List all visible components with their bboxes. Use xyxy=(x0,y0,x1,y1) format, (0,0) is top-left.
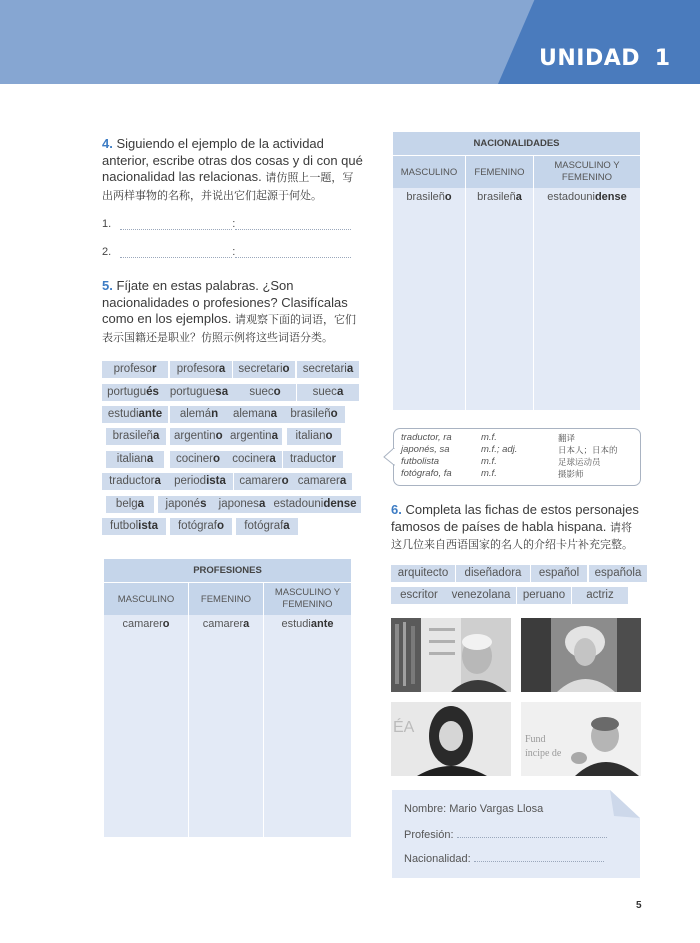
word-chip[interactable]: portuguesa xyxy=(164,384,234,401)
word-chip[interactable]: actriz xyxy=(572,587,628,604)
word-chip[interactable]: italiano xyxy=(287,428,341,445)
word-chip[interactable]: cocinero xyxy=(170,451,226,468)
word-chip[interactable]: argentina xyxy=(226,428,282,445)
column-header: MASCULINO Y FEMENINO xyxy=(534,156,640,188)
word-chip[interactable]: profesora xyxy=(170,361,232,378)
profesiones-table-title: PROFESIONES xyxy=(104,559,351,582)
glossary-word: fotógrafo, fa xyxy=(401,468,452,479)
photo-actress xyxy=(391,702,511,776)
word-chip[interactable]: venezolana xyxy=(446,587,516,604)
svg-text:íncipe de: íncipe de xyxy=(525,748,562,759)
word-chip[interactable]: española xyxy=(589,565,647,582)
word-chip[interactable]: fotógrafo xyxy=(170,518,232,535)
nombre-value: Mario Vargas Llosa xyxy=(449,803,544,815)
word-chip[interactable]: secretario xyxy=(233,361,295,378)
word-chip[interactable]: escritor xyxy=(391,587,447,604)
word-chip[interactable]: camarera xyxy=(292,473,352,490)
word-chip[interactable]: alemana xyxy=(227,406,283,423)
word-chip[interactable]: cocinera xyxy=(226,451,282,468)
word-chip[interactable]: alemán xyxy=(170,406,228,423)
word-chip[interactable]: japonesa xyxy=(213,496,271,513)
card-profesion xyxy=(404,828,607,841)
word-chip[interactable]: traductora xyxy=(102,473,168,490)
glossary-word: futbolista xyxy=(401,456,440,467)
word-chip[interactable]: portugués xyxy=(102,384,164,401)
glossary-word: japonés, sa xyxy=(401,444,450,455)
card-nacionalidad xyxy=(404,852,604,865)
glossary-zh: 翻译 xyxy=(558,434,576,444)
exercise-4-answer-2[interactable] xyxy=(102,246,351,258)
nacionalidad-blank[interactable] xyxy=(474,852,604,862)
glossary-zh: 日本人；日本的 xyxy=(558,446,618,456)
word-chip[interactable]: profesor xyxy=(102,361,168,378)
exercise-5-instruction xyxy=(102,278,360,346)
photo-architect xyxy=(521,702,641,776)
answer-1-number: 1. xyxy=(102,218,112,230)
column-header: MASCULINO xyxy=(393,156,465,188)
word-chip[interactable]: japonés xyxy=(158,496,214,513)
answer-2-number: 2. xyxy=(102,246,112,258)
answer-2-blank-b[interactable] xyxy=(235,247,351,258)
exercise-4-text: Siguiendo el ejemplo de la actividad anterior, escribe otras dos cosas y di con qué nacionalidad las relacionas. xyxy=(102,136,363,184)
answer-1-blank-b[interactable] xyxy=(235,219,351,230)
exercise-6-instruction xyxy=(391,502,641,554)
glossary-zh: 摄影师 xyxy=(558,470,584,480)
table-cell: estudiante xyxy=(281,618,334,630)
word-chip[interactable]: español xyxy=(531,565,587,582)
word-chip[interactable]: italiana xyxy=(106,451,164,468)
word-chip[interactable]: futbolista xyxy=(102,518,166,535)
answer-2-colon: : xyxy=(232,246,236,258)
answer-1-colon: : xyxy=(232,218,236,230)
answer-1-blank-a[interactable] xyxy=(120,219,232,230)
word-chip[interactable]: estudiante xyxy=(102,406,168,423)
table-cell: brasileña xyxy=(477,191,522,203)
nacionalidad-label: Nacionalidad: xyxy=(404,853,471,865)
profesion-label: Profesión: xyxy=(404,829,454,841)
nacionalidades-table-title: NACIONALIDADES xyxy=(393,132,640,155)
word-chip[interactable]: periodista xyxy=(167,473,233,490)
exercise-4-instruction xyxy=(102,136,364,204)
photo-writer xyxy=(391,618,511,692)
card-nombre xyxy=(404,803,543,815)
unit-number: 1 xyxy=(654,46,670,71)
photo-designer xyxy=(521,618,641,692)
word-chip[interactable]: fotógrafa xyxy=(236,518,298,535)
column-header: FEMENINO xyxy=(189,583,263,615)
word-chip[interactable]: brasileño xyxy=(283,406,345,423)
exercise-5-zh: 请观察下面的词语，它们表示国籍还是职业？仿照示例将这些词语分类。 xyxy=(102,313,356,344)
column-header: FEMENINO xyxy=(466,156,533,188)
unit-label: UNIDAD xyxy=(538,46,640,71)
word-chip[interactable]: estadounidense xyxy=(269,496,361,513)
nombre-label: Nombre: xyxy=(404,803,447,815)
glossary-pointer xyxy=(383,448,395,466)
word-chip[interactable]: sueco xyxy=(234,384,296,401)
exercise-4-number: 4. xyxy=(102,136,113,151)
svg-text:ÉA: ÉA xyxy=(393,719,415,736)
glossary-zh: 足球运动员 xyxy=(558,458,601,468)
exercise-6-zh: 请将这几位来自西语国家的名人的介绍卡片补充完整。 xyxy=(391,520,633,551)
table-cell: camarera xyxy=(202,618,250,630)
exercise-4-zh: 请仿照上一题，写出两样事物的名称，并说出它们起源于何处。 xyxy=(102,171,354,202)
profesion-blank[interactable] xyxy=(457,828,607,838)
exercise-6-text: Completa las fichas de estos personajes famosos de países de habla hispana. xyxy=(391,502,639,534)
word-chip[interactable]: brasileña xyxy=(106,428,166,445)
glossary-gram: m.f.; adj. xyxy=(481,444,518,455)
exercise-4-answer-1[interactable] xyxy=(102,218,351,230)
glossary-gram: m.f. xyxy=(481,456,497,467)
word-chip[interactable]: secretaria xyxy=(297,361,359,378)
page-number: 5 xyxy=(636,900,642,911)
word-chip[interactable]: diseñadora xyxy=(456,565,530,582)
exercise-5-text: Fíjate en estas palabras. ¿Son nacionalidades o profesiones? Clasifícalas como en los ejemplos. xyxy=(102,278,348,326)
exercise-6-number: 6. xyxy=(391,502,402,517)
word-chip[interactable]: argentino xyxy=(170,428,226,445)
word-chip[interactable]: arquitecto xyxy=(391,565,455,582)
word-chip[interactable]: sueca xyxy=(297,384,359,401)
glossary-gram: m.f. xyxy=(481,468,497,479)
column-header: MASCULINO Y FEMENINO xyxy=(264,583,351,615)
card-folded-corner xyxy=(610,790,640,818)
glossary-gram: m.f. xyxy=(481,432,497,443)
word-chip[interactable]: traductor xyxy=(283,451,343,468)
column-header: MASCULINO xyxy=(104,583,188,615)
svg-text:Fund: Fund xyxy=(525,734,546,745)
word-chip[interactable]: belga xyxy=(106,496,154,513)
exercise-5-number: 5. xyxy=(102,278,113,293)
word-chip[interactable]: peruano xyxy=(517,587,571,604)
answer-2-blank-a[interactable] xyxy=(120,247,232,258)
table-cell: camarero xyxy=(122,618,170,630)
word-chip[interactable]: camarero xyxy=(234,473,294,490)
glossary-word: traductor, ra xyxy=(401,432,452,443)
table-cell: brasileño xyxy=(406,191,452,203)
table-cell: estadounidense xyxy=(547,191,627,203)
